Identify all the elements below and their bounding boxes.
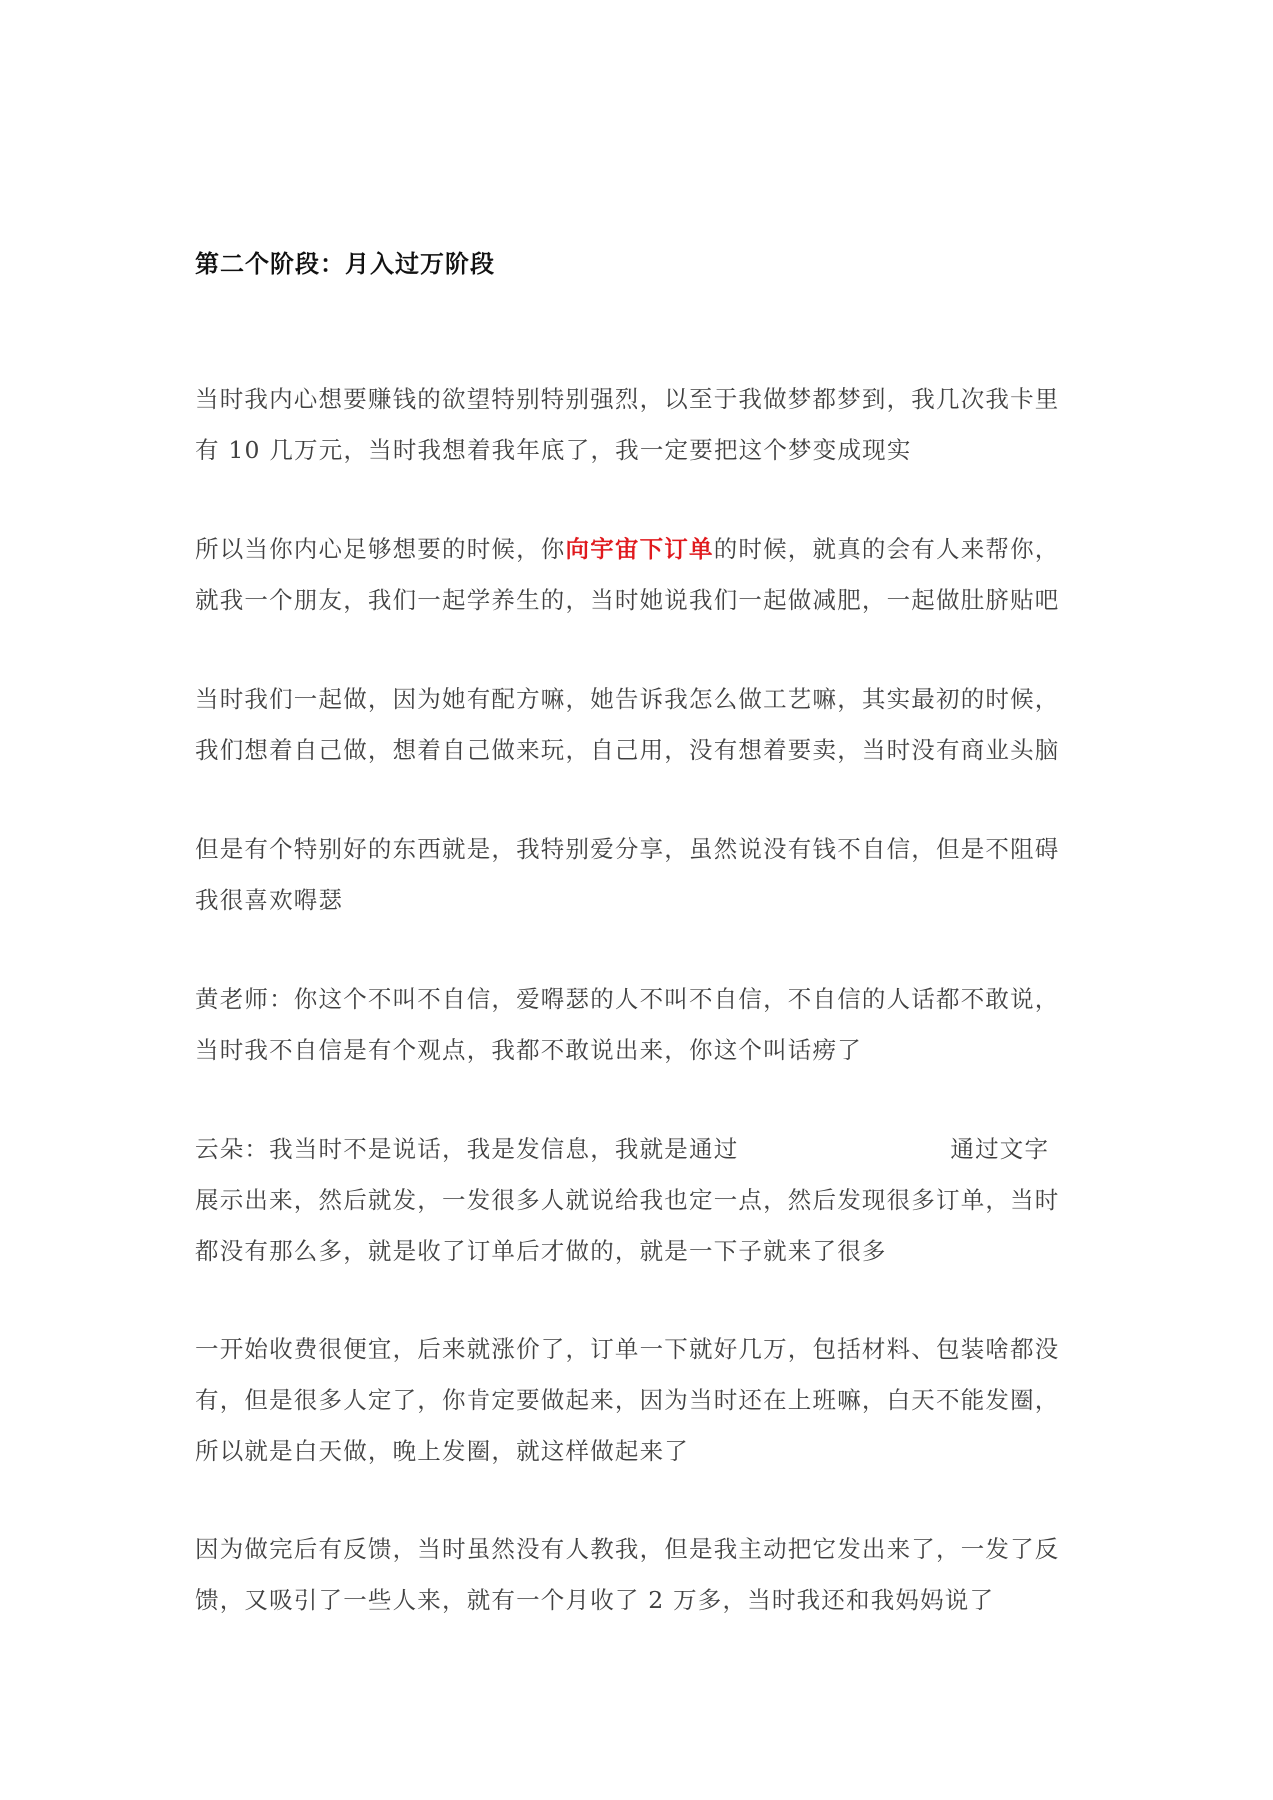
highlighted-phrase: 向宇宙下订单 bbox=[565, 535, 714, 563]
paragraph-line: 我们想着自己做，想着自己做来玩，自己用，没有想着要卖，当时没有商业头脑 bbox=[195, 736, 1060, 764]
paragraph-line: 黄老师：你这个不叫不自信，爱嘚瑟的人不叫不自信，不自信的人话都不敢说， bbox=[195, 985, 1060, 1013]
text-run: 所以当你内心足够想要的时候，你 bbox=[195, 535, 566, 563]
paragraph-5 bbox=[195, 974, 1085, 1076]
text-run: 通过文字 bbox=[950, 1135, 1050, 1163]
text-run: 云朵：我当时不是说话，我是发信息，我就是通过 bbox=[195, 1135, 739, 1163]
paragraph-line: 所以就是白天做，晚上发圈，就这样做起来了 bbox=[195, 1437, 689, 1465]
paragraph-line: 有 10 几万元，当时我想着我年底了，我一定要把这个梦变成现实 bbox=[195, 436, 912, 464]
paragraph-line: 一开始收费很便宜，后来就涨价了，订单一下就好几万，包括材料、包装啥都没 bbox=[195, 1335, 1060, 1363]
paragraph-line bbox=[195, 1124, 1085, 1175]
paragraph-line: 展示出来，然后就发，一发很多人就说给我也定一点，然后发现很多订单，当时 bbox=[195, 1186, 1060, 1214]
paragraph-line: 馈，又吸引了一些人来，就有一个月收了 2 万多，当时我还和我妈妈说了 bbox=[195, 1586, 995, 1614]
paragraph-2 bbox=[195, 524, 1085, 626]
paragraph-7 bbox=[195, 1324, 1085, 1477]
paragraph-line: 我很喜欢嘚瑟 bbox=[195, 886, 344, 914]
paragraph-line: 就我一个朋友，我们一起学养生的，当时她说我们一起做减肥，一起做肚脐贴吧 bbox=[195, 586, 1060, 614]
paragraph-6 bbox=[195, 1124, 1085, 1277]
paragraph-1 bbox=[195, 374, 1085, 476]
paragraph-line: 当时我内心想要赚钱的欲望特别特别强烈，以至于我做梦都梦到，我几次我卡里 bbox=[195, 385, 1060, 413]
paragraph-line: 有，但是很多人定了，你肯定要做起来，因为当时还在上班嘛，白天不能发圈， bbox=[195, 1386, 1060, 1414]
paragraph-line: 因为做完后有反馈，当时虽然没有人教我，但是我主动把它发出来了，一发了反 bbox=[195, 1535, 1060, 1563]
paragraph-3 bbox=[195, 674, 1085, 776]
paragraph-line: 当时我们一起做，因为她有配方嘛，她告诉我怎么做工艺嘛，其实最初的时候， bbox=[195, 685, 1060, 713]
paragraph-8 bbox=[195, 1524, 1085, 1626]
section-heading: 第二个阶段：月入过万阶段 bbox=[195, 249, 495, 278]
text-run: 的时候，就真的会有人来帮你， bbox=[713, 535, 1060, 563]
paragraph-line bbox=[195, 524, 1085, 575]
paragraph-line: 但是有个特别好的东西就是，我特别爱分享，虽然说没有钱不自信，但是不阻碍 bbox=[195, 835, 1060, 863]
paragraph-line: 当时我不自信是有个观点，我都不敢说出来，你这个叫话痨了 bbox=[195, 1036, 862, 1064]
paragraph-line: 都没有那么多，就是收了订单后才做的，就是一下子就来了很多 bbox=[195, 1237, 887, 1265]
paragraph-4 bbox=[195, 824, 1085, 926]
